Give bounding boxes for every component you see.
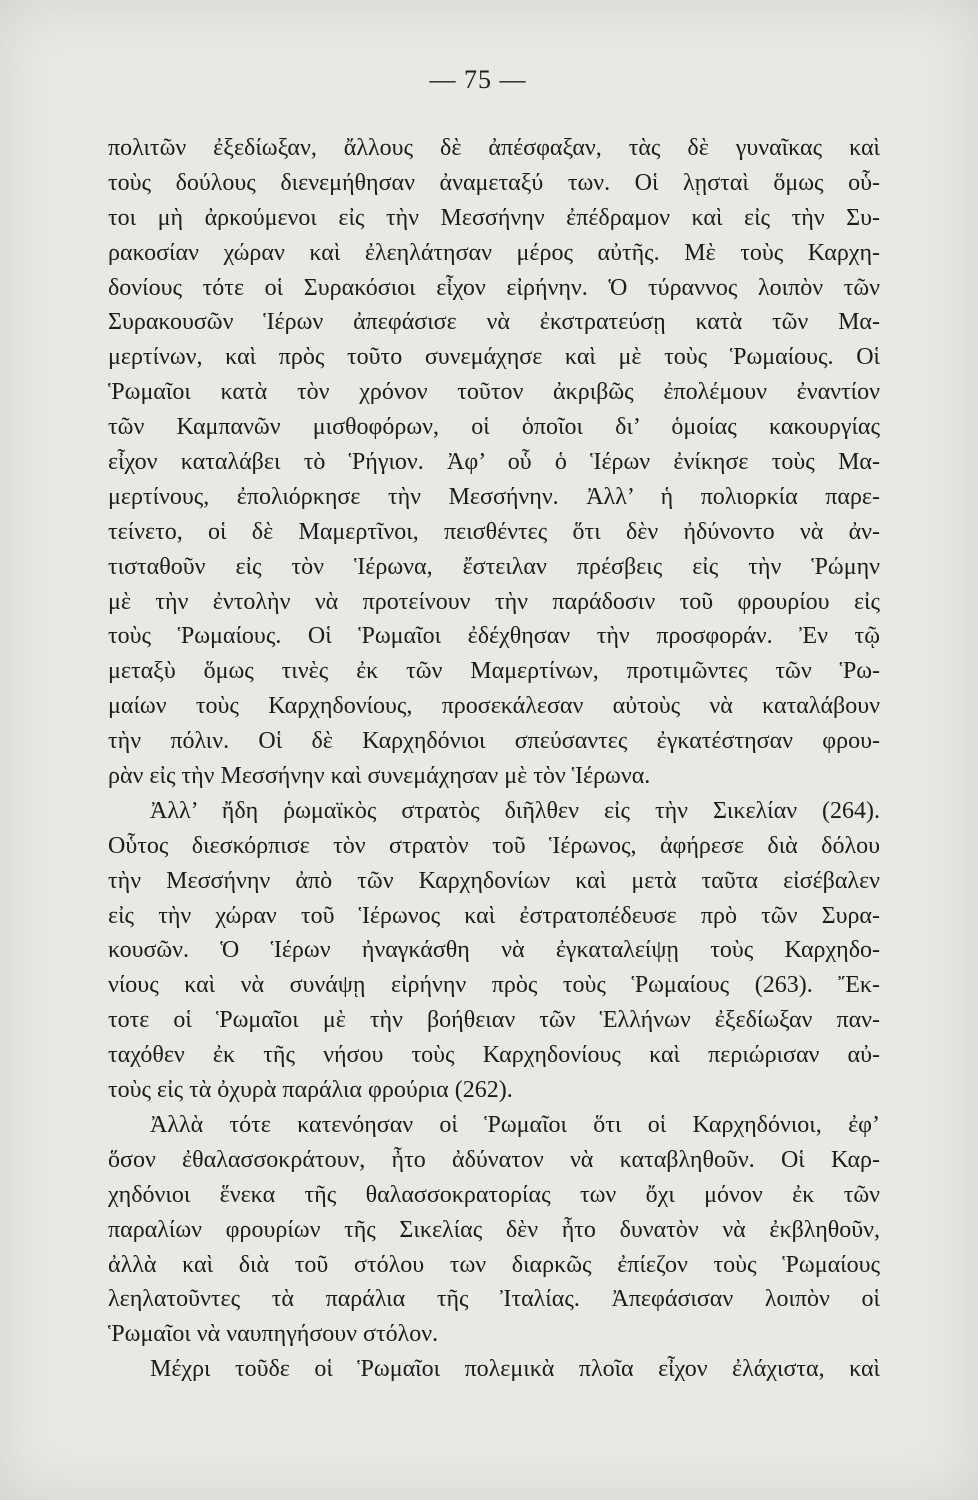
paragraph bbox=[108, 1108, 880, 1352]
text-line: κουσῶν. Ὁ Ἱέρων ἠναγκάσθη νὰ ἐγκαταλείψῃ τοὺς Καρχηδο- bbox=[108, 937, 880, 964]
text-line: Ῥωμαῖοι κατὰ τὸν χρόνον τοῦτον ἀκριβῶς ἐπολέμουν ἐναντίον bbox=[108, 379, 880, 406]
paragraph bbox=[108, 1352, 880, 1387]
paragraph bbox=[108, 794, 880, 1108]
text-line: ρὰν εἰς τὴν Μεσσήνην καὶ συνεμάχησαν μὲ τὸν Ἱέρωνα. bbox=[108, 763, 651, 790]
text-line: τοι μὴ ἀρκούμενοι εἰς τὴν Μεσσήνην ἐπέδραμον καὶ εἰς τὴν Συ- bbox=[108, 204, 880, 231]
text-line: χηδόνιοι ἕνεκα τῆς θαλασσοκρατορίας των ὄχι μόνον ἐκ τῶν bbox=[108, 1181, 880, 1208]
text-line: δονίους τότε οἱ Συρακόσιοι εἶχον εἰρήνην. Ὁ τύραννος λοιπὸν τῶν bbox=[108, 274, 880, 301]
text-line: εἶχον καταλάβει τὸ Ῥήγιον. Ἀφ’ οὗ ὁ Ἱέρων ἐνίκησε τοὺς Μα- bbox=[108, 449, 880, 476]
text-line: τοὺς δούλους διενεμήθησαν ἀναμεταξύ των. Οἱ λῃσταὶ ὅμως οὗ- bbox=[108, 169, 880, 196]
text-line: μεταξὺ ὅμως τινὲς ἐκ τῶν Μαμερτίνων, προτιμῶντες τῶν Ῥω- bbox=[108, 658, 880, 685]
text-line: Ἀλλὰ τότε κατενόησαν οἱ Ῥωμαῖοι ὅτι οἱ Καρχηδόνιοι, ἐφ’ bbox=[150, 1111, 880, 1138]
text-line: τῶν Καμπανῶν μισθοφόρων, οἱ ὁποῖοι δι’ ὁμοίας κακουργίας bbox=[108, 414, 880, 441]
text-line: παραλίων φρουρίων τῆς Σικελίας δὲν ἦτο δυνατὸν νὰ ἐκβληθοῦν, bbox=[108, 1216, 880, 1243]
text-line: μερτίνους, ἐπολιόρκησε τὴν Μεσσήνην. Ἀλλ’ ἡ πολιορκία παρε- bbox=[108, 483, 880, 510]
text-line: νίους καὶ νὰ συνάψῃ εἰρήνην πρὸς τοὺς Ῥωμαίους (263). Ἔκ- bbox=[108, 972, 880, 999]
text-line: Οὗτος διεσκόρπισε τὸν στρατὸν τοῦ Ἱέρωνος, ἀφήρεσε διὰ δόλου bbox=[108, 832, 880, 859]
text-line: τισταθοῦν εἰς τὸν Ἱέρωνα, ἔστειλαν πρέσβεις εἰς τὴν Ῥώμην bbox=[108, 553, 880, 580]
text-line: πολιτῶν ἐξεδίωξαν, ἄλλους δὲ ἀπέσφαξαν, τὰς δὲ γυναῖκας καὶ bbox=[108, 135, 880, 161]
text-line: τὴν πόλιν. Οἱ δὲ Καρχηδόνιοι σπεύσαντες ἐγκατέστησαν φρου- bbox=[108, 728, 880, 755]
text-line: τοὺς εἰς τὰ ὀχυρὰ παράλια φρούρια (262). bbox=[108, 1077, 513, 1104]
text-line: ὅσον ἐθαλασσοκράτουν, ἦτο ἀδύνατον νὰ καταβληθοῦν. Οἱ Καρ- bbox=[108, 1146, 880, 1173]
text-line: τοτε οἱ Ῥωμαῖοι μὲ τὴν βοήθειαν τῶν Ἑλλήνων ἐξεδίωξαν παν- bbox=[108, 1007, 880, 1034]
text-line: ταχόθεν ἐκ τῆς νήσου τοὺς Καρχηδονίους καὶ περιώρισαν αὐ- bbox=[108, 1042, 880, 1069]
text-line: Συρακουσῶν Ἱέρων ἀπεφάσισε νὰ ἐκστρατεύσῃ κατὰ τῶν Μα- bbox=[108, 309, 880, 336]
text-line: τείνετο, οἱ δὲ Μαμερτῖνοι, πεισθέντες ὅτι δὲν ἠδύνοντο νὰ ἀν- bbox=[108, 518, 880, 545]
text-line: τὴν Μεσσήνην ἀπὸ τῶν Καρχηδονίων καὶ μετὰ ταῦτα εἰσέβαλεν bbox=[108, 867, 880, 894]
text-line: μερτίνων, καὶ πρὸς τοῦτο συνεμάχησε καὶ μὲ τοὺς Ῥωμαίους. Οἱ bbox=[108, 344, 880, 371]
text-line: ἀλλὰ καὶ διὰ τοῦ στόλου των διαρκῶς ἐπίεζον τοὺς Ῥωμαίους bbox=[108, 1251, 880, 1278]
paragraph bbox=[108, 131, 880, 794]
text-line: λεηλατοῦντες τὰ παράλια τῆς Ἰταλίας. Ἀπεφάσισαν λοιπὸν οἱ bbox=[108, 1286, 880, 1313]
text-line: τοὺς Ῥωμαίους. Οἱ Ῥωμαῖοι ἐδέχθησαν τὴν προσφοράν. Ἐν τῷ bbox=[108, 623, 880, 650]
text-line: ρακοσίαν χώραν καὶ ἐλεηλάτησαν μέρος αὐτῆς. Μὲ τοὺς Καρχη- bbox=[108, 239, 880, 266]
text-line: εἰς τὴν χώραν τοῦ Ἱέρωνος καὶ ἐστρατοπέδευσε πρὸ τῶν Συρα- bbox=[108, 902, 880, 929]
text-line: μὲ τὴν ἐντολὴν νὰ προτείνουν τὴν παράδοσιν τοῦ φρουρίου εἰς bbox=[108, 588, 880, 615]
text-line: Ἀλλ’ ἤδη ῥωμαϊκὸς στρατὸς διῆλθεν εἰς τὴν Σικελίαν (264). bbox=[150, 797, 880, 824]
text-line: Ῥωμαῖοι νὰ ναυπηγήσουν στόλον. bbox=[108, 1321, 439, 1348]
page-number: — 75 — bbox=[429, 65, 527, 94]
text-line: Μέχρι τοῦδε οἱ Ῥωμαῖοι πολεμικὰ πλοῖα εἶχον ἐλάχιστα, καὶ bbox=[150, 1356, 880, 1383]
text-line: μαίων τοὺς Καρχηδονίους, προσεκάλεσαν αὐτοὺς νὰ καταλάβουν bbox=[108, 693, 880, 720]
page-body bbox=[108, 131, 880, 1387]
